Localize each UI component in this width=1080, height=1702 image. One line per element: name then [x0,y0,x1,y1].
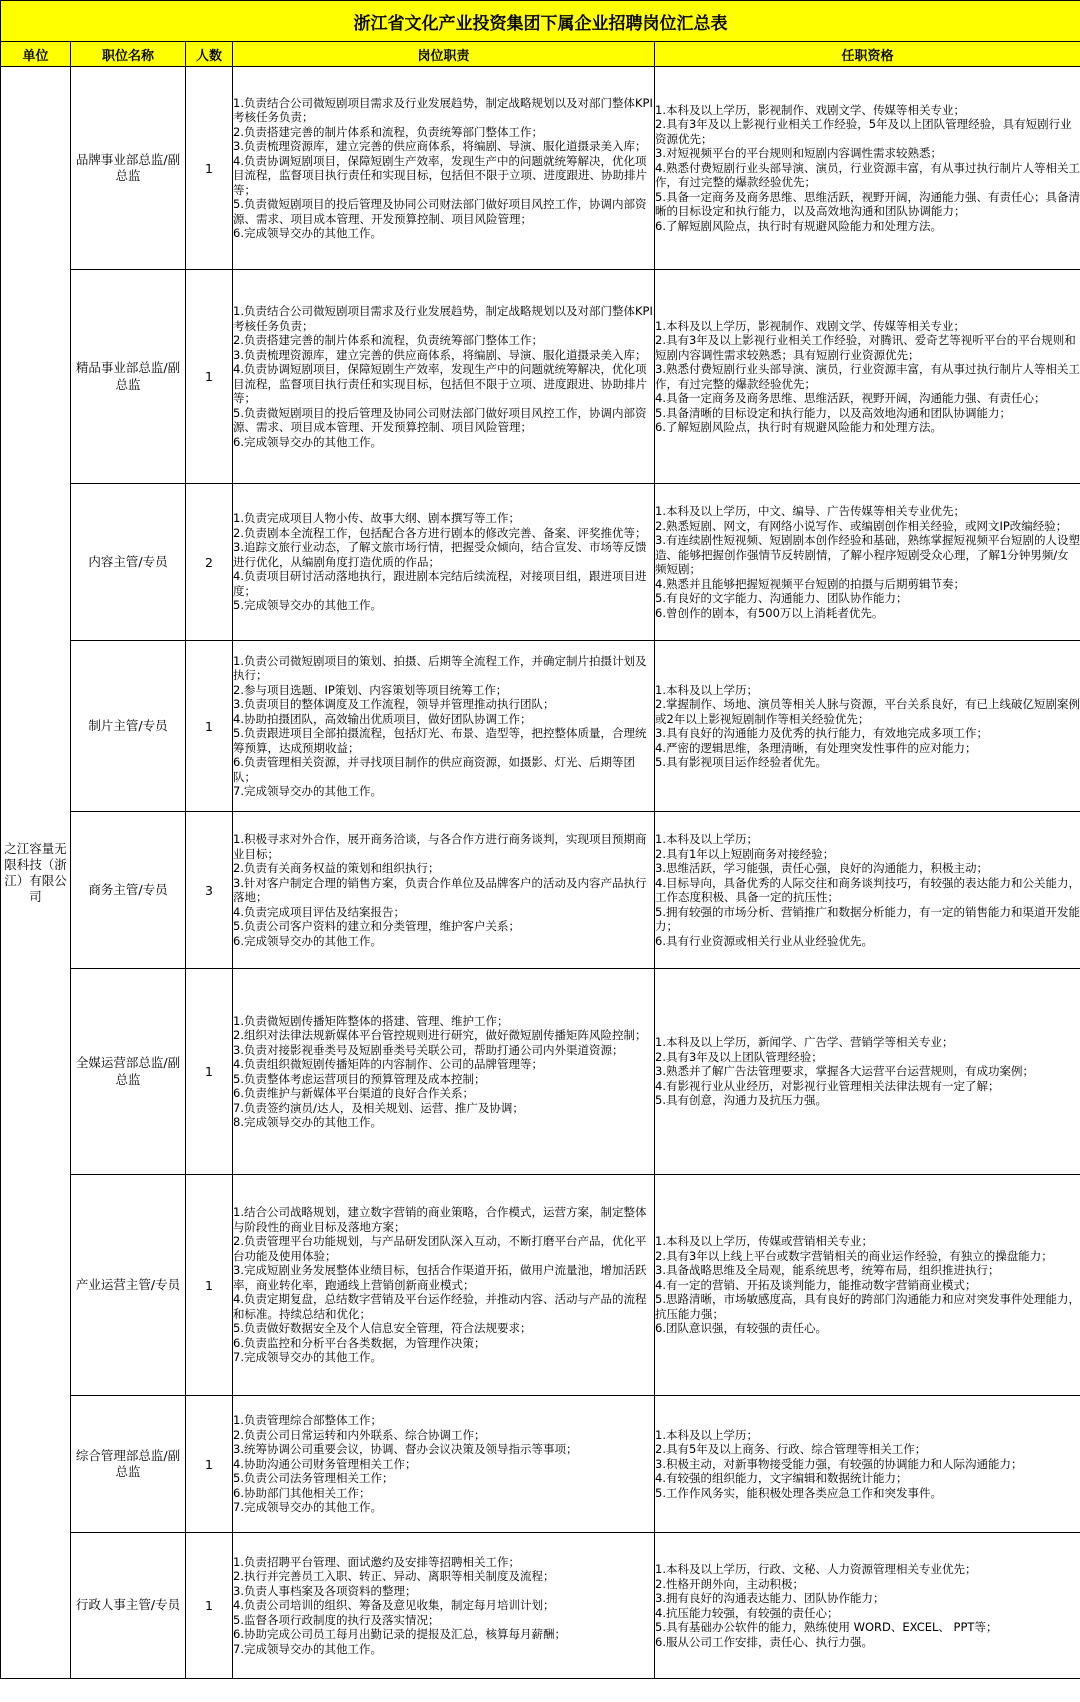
header-qualifications: 任职资格 [655,42,1080,67]
headcount-cell: 1 [186,67,233,270]
qualification-item: 2.具有3年及以上影视行业相关工作经验，5年及以上团队管理经验，具有短剧行业资源优先； [655,117,1072,146]
qualification-item: 4.有较强的组织能力，文字编辑和数据统计能力； [655,1471,908,1486]
table-row [1,1175,1080,1396]
duty-item: 1.负责结合公司微短剧项目需求及行业发展趋势，制定战略规划以及对部门整体KPI考核任务负责； [233,304,653,333]
qualification-item: 5.拥有较强的市场分析、营销推广和数据分析能力，有一定的销售能力和渠道开发能力； [655,904,1080,933]
header-row [1,42,1080,67]
duties-cell [233,67,655,270]
duty-item: 5.负责公司客户资料的建立和分类管理，维护客户关系； [233,919,520,933]
duty-item: 7.完成领导交办的其他工作。 [233,784,382,798]
qualification-item: 5.具有影视项目运作经验者优先。 [655,755,827,769]
qualifications-cell [655,641,1080,812]
position-cell: 制片主管/专员 [71,641,186,812]
headcount-cell: 1 [186,1533,233,1679]
qualification-item: 2.掌握制作、场地、演员等相关人脉与资源，平台关系良好，有已上线破亿短剧案例或2年以上影视短剧制作等相关经验优先； [655,697,1080,726]
duty-item: 5.监督各项行政制度的执行及落实情况； [233,1612,440,1627]
table-title: 浙江省文化产业投资集团下属企业招聘岗位汇总表 [1,1,1080,42]
qualification-item: 2.具有1年以上短剧商务对接经验； [655,846,835,861]
qualification-item: 2.具有3年以上线上平台或数字营销相关的商业运作经验，有独立的操盘能力； [655,1248,1053,1263]
duty-item: 4.协助拍摄团队，高效输出优质项目，做好团队协调工作； [233,711,532,726]
duties-cell [233,641,655,812]
headcount-cell: 1 [186,1396,233,1533]
duty-item: 2.执行并完善员工入职、转正、异动、离职等相关制度及流程； [233,1569,555,1584]
headcount-cell: 3 [186,812,233,969]
table-row [1,812,1080,969]
duty-item: 6.完成领导交办的其他工作。 [233,226,382,240]
duty-item: 7.完成领导交办的其他工作。 [233,1641,382,1656]
header-duties: 岗位职责 [233,42,655,67]
qualification-item: 6.了解短剧风险点，执行时有规避风险能力和处理方法。 [655,218,942,233]
qualification-item: 3.思维活跃，学习能强，责任心强，良好的沟通能力，积极主动； [655,861,988,875]
table-row [1,67,1080,270]
duty-item: 5.负责整体考虑运营项目的预算管理及成本控制； [233,1071,486,1086]
position-cell: 商务主管/专员 [71,812,186,969]
duties-cell [233,969,655,1175]
qualification-item: 3.熟悉并了解广告法管理要求，掌握各大运营平台运营规则，有成功案例； [655,1064,1034,1079]
qualification-item: 3.拥有良好的沟通表达能力、团队协作能力； [655,1591,885,1605]
table-row [1,641,1080,812]
qualification-item: 2.具有3年及以上影视行业相关工作经验，对腾讯、爱奇艺等视听平台的平台规则和短剧内容调性需求较熟悉；具有短剧行业资源优先； [655,333,1076,362]
qualification-item: 4.抗压能力较强，有较强的责任心； [655,1605,839,1620]
qualification-item: 6.服从公司工作安排，责任心、执行力强。 [655,1634,873,1649]
header-position: 职位名称 [71,42,186,67]
duty-item: 4.负责定期复盘，总结数字营销及平台运作经验，并推动内容、活动与产品的流程和标准。持续总结和优化； [233,1292,647,1321]
table-row [1,1396,1080,1533]
duties-cell [233,270,655,484]
duty-item: 2.负责搭建完善的制片体系和流程，负责统筹部门整体工作； [233,124,543,139]
qualification-item: 3.具有良好的沟通能力及优秀的执行能力，有效地完成多项工作； [655,726,988,740]
duty-item: 1.负责结合公司微短剧项目需求及行业发展趋势，制定战略规划以及对部门整体KPI考核任务负责； [233,95,653,124]
qualification-item: 3.有连续剧性短视频、短剧剧本创作经验和基础，熟练掌握短视频平台短剧的人设塑造、能够把握创作强情节反转剧情，了解小程序短剧受众心理，了解1分钟男频/女频短剧； [655,533,1080,576]
duty-item: 6.完成领导交办的其他工作。 [233,434,382,449]
duty-item: 3.负责对接影视垂类号及短剧垂类号关联公司，帮助打通公司内外渠道资源； [233,1042,624,1057]
duties-cell [233,484,655,641]
qualifications-cell [655,1175,1080,1396]
duty-item: 7.负责签约演员/达人，及相关规划、运营、推广及协调； [233,1100,524,1115]
duty-item: 5.负责公司法务管理相关工作； [233,1471,394,1486]
duty-item: 3.针对客户制定合理的销售方案，负责合作单位及品牌客户的活动及内容产品执行落地； [233,875,647,904]
qualification-item: 1.本科及以上学历，行政、文秘、人力资源管理相关专业优先； [655,1562,977,1576]
qualification-item: 4.具备一定商务及商务思维、思维活跃，视野开阔，沟通能力强、有责任心； [655,391,1046,405]
duty-item: 6.协助部门其他相关工作； [233,1485,371,1500]
duty-item: 1.负责招聘平台管理、面试邀约及安排等招聘相关工作； [233,1554,520,1569]
qualifications-cell [655,67,1080,270]
duty-item: 1.负责公司微短剧项目的策划、拍摄、后期等全流程工作，并确定制片拍摄计划及执行； [233,653,647,682]
qualification-item: 2.具有3年及以上团队管理经验； [655,1049,823,1064]
qualification-item: 4.严密的逻辑思维，条理清晰，有处理突发性事件的应对能力； [655,740,977,755]
qualifications-cell [655,1533,1080,1679]
duty-item: 2.负责管理平台功能规划，与产品研发团队深入互动，不断打磨平台产品，优化平台功能及使用体验； [233,1234,647,1263]
qualification-item: 1.本科及以上学历，新闻学、广告学、营销学等相关专业； [655,1035,954,1050]
duty-item: 3.统筹协调公司重要会议，协调、督办会议决策及领导指示等事项； [233,1442,578,1457]
duty-item: 6.完成领导交办的其他工作。 [233,933,382,948]
duty-item: 7.完成领导交办的其他工作。 [233,1350,382,1365]
position-cell: 综合管理部总监/副总监 [71,1396,186,1533]
company-cell: 之江容量无限科技（浙江）有限公司 [1,67,71,1679]
duty-item: 3.负责人事档案及各项资料的整理； [233,1583,417,1598]
duty-item: 5.负责微短剧项目的投后管理及协同公司财法部门做好项目风控工作，协调内部资源、需求、项目成本管理、开发预算控制、项目风险管理； [233,197,647,226]
table-row [1,270,1080,484]
table-row [1,484,1080,641]
headcount-cell: 1 [186,969,233,1175]
headcount-cell: 2 [186,484,233,641]
duty-item: 8.完成领导交办的其他工作。 [233,1115,382,1129]
duty-item: 4.负责协调短剧项目，保障短剧生产效率，发现生产中的问题就统筹解决，优化项目流程，监督项目执行责任和实现目标，包括但不限于立项、进度跟进、协助排片等； [233,153,647,197]
qualification-item: 6.了解短剧风险点，执行时有规避风险能力和处理方法。 [655,420,942,434]
duties-cell [233,1396,655,1533]
duty-item: 2.负责剧本全流程工作，包括配合各方进行剧本的修改完善、备案、评奖推优等； [233,525,647,540]
duty-item: 2.负责有关商务权益的策划和组织执行； [233,861,440,875]
qualification-item: 1.本科及以上学历，传媒或营销相关专业； [655,1234,873,1249]
duty-item: 4.负责项目研讨活动落地执行，跟进剧本完结后续流程，对接项目组，跟进项目进度； [233,569,647,598]
qualification-item: 3.对短视频平台的平台规则和短剧内容调性需求较熟悉； [655,146,942,161]
qualification-item: 5.具备清晰的目标设定和执行能力，以及高效地沟通和团队协调能力； [655,405,1011,420]
headcount-cell: 1 [186,270,233,484]
qualification-item: 1.本科及以上学历，影视制作、戏剧文学、传媒等相关专业； [655,318,965,333]
duty-item: 3.负责梳理资源库，建立完善的供应商体系，将编剧、导演、服化道摄录美入库； [233,139,647,153]
duty-item: 6.负责监控和分析平台各类数据，为管理作决策； [233,1335,486,1350]
duty-item: 5.负责做好数据安全及个人信息安全管理，符合法规要求； [233,1321,532,1336]
duty-item: 2.组织对法律法规新媒体平台管控规则进行研究，做好微短剧传播矩阵风险控制； [233,1028,647,1042]
position-cell: 精品事业部总监/副总监 [71,270,186,484]
qualification-item: 1.本科及以上学历，中文、编导、广告传媒等相关专业优先； [655,504,965,518]
qualification-item: 2.熟悉短剧、网文，有网络小说写作、或编剧创作相关经验，或网文IP改编经验； [655,518,1068,533]
qualification-item: 6.具有行业资源或相关行业从业经验优先。 [655,933,873,948]
qualification-item: 6.团队意识强，有较强的责任心。 [655,1321,827,1336]
qualification-item: 1.本科及以上学历，影视制作、戏剧文学、传媒等相关专业； [655,102,965,117]
duty-item: 1.负责管理综合部整体工作； [233,1413,382,1428]
qualifications-cell [655,270,1080,484]
position-cell: 产业运营主管/专员 [71,1175,186,1396]
qualification-item: 3.熟悉付费短剧行业头部导演、演员，行业资源丰富，有从事过执行制片人等相关工作，有过完整的爆款经验优先； [655,362,1080,391]
duty-item: 1.结合公司战略规划，建立数字营销的商业策略，合作模式，运营方案，制定整体与阶段性的商业目标及落地方案； [233,1205,647,1234]
duty-item: 2.参与项目选题、IP策划、内容策划等项目统筹工作； [233,682,508,697]
qualifications-cell [655,969,1080,1175]
qualification-item: 1.本科及以上学历； [655,832,758,846]
position-cell: 品牌事业部总监/副总监 [71,67,186,270]
qualification-item: 5.有良好的文字能力、沟通能力、团队协作能力； [655,591,908,605]
duty-item: 1.积极寻求对外合作，展开商务洽谈，与各合作方进行商务谈判，实现项目预期商业目标； [233,832,647,861]
duty-item: 6.协助完成公司员工每月出勤记录的提报及汇总，核算每月薪酬； [233,1627,566,1642]
position-cell: 行政人事主管/专员 [71,1533,186,1679]
position-cell: 全媒运营部总监/副总监 [71,969,186,1175]
qualification-item: 4.熟悉付费短剧行业头部导演、演员，行业资源丰富，有从事过执行制片人等相关工作，有过完整的爆款经验优先； [655,160,1080,190]
duties-cell [233,1175,655,1396]
qualification-item: 5.具备一定商务及商务思维、思维活跃，视野开阔，沟通能力强、有责任心；具备清晰的目标设定和执行能力，以及高效地沟通和团队协调能力； [655,189,1080,219]
header-unit: 单位 [1,42,71,67]
duty-item: 3.负责项目的整体调度及工作流程，领导并管理推动执行团队； [233,697,555,711]
qualification-item: 2.性格开朗外向，主动积极； [655,1576,804,1591]
qualification-item: 5.具有基础办公软件的能力，熟练使用 WORD、EXCEL、 PPT等； [655,1620,998,1634]
duty-item: 2.负责搭建完善的制片体系和流程，负责统筹部门整体工作； [233,333,543,347]
duty-item: 1.负责微短剧传播矩阵整体的搭建、管理、维护工作； [233,1013,509,1028]
duty-item: 6.负责维护与新媒体平台渠道的良好合作关系； [233,1086,474,1100]
duty-item: 6.负责管理相关资源，并寻找项目制作的供应商资源，如摄影、灯光、后期等团队； [233,755,635,784]
duties-cell [233,1533,655,1679]
headcount-cell: 1 [186,1175,233,1396]
position-cell: 内容主管/专员 [71,484,186,641]
qualifications-cell [655,1396,1080,1533]
duty-item: 4.负责完成项目评估及结案报告； [233,904,405,919]
qualification-item: 3.积极主动，对新事物接受能力强，有较强的协调能力和人际沟通能力； [655,1456,1023,1471]
headcount-cell: 1 [186,641,233,812]
qualification-item: 5.具有创意，沟通力及抗压力强。 [655,1093,827,1108]
duties-cell [233,812,655,969]
qualification-item: 4.熟悉并且能够把握短视频平台短剧的拍摄与后期剪辑节奏； [655,576,965,591]
duty-item: 4.负责组织微短剧传播矩阵的内容制作、公司的品牌管理等； [233,1057,543,1071]
qualifications-cell [655,812,1080,969]
duty-item: 3.追踪文旅行业动态，了解文旅市场行情，把握受众倾向，结合宣发、市场等反馈进行优化，从编剧角度打造优质的作品； [233,540,647,569]
table-body [1,67,1080,1679]
duty-item: 4.负责公司培训的组织、筹备及意见收集，制定每月培训计划； [233,1598,555,1613]
table-row [1,969,1080,1175]
qualification-item: 3.具备战略思维及全局观，能系统思考，统筹布局，组织推进执行； [655,1263,1000,1278]
table-row [1,1533,1080,1679]
qualifications-cell [655,484,1080,641]
duty-item: 5.负责跟进项目全部拍摄流程，包括灯光、布景、造型等，把控整体质量，合理统筹预算，达成预期收益； [233,726,647,755]
qualification-item: 1.本科及以上学历； [655,682,758,697]
duty-item: 1.负责完成项目人物小传、故事大纲、剧本撰写等工作； [233,511,520,526]
qualification-item: 5.思路清晰，市场敏感度高，具有良好的跨部门沟通能力和应对突发事件处理能力，抗压能力强； [655,1292,1080,1321]
duty-item: 4.协助沟通公司财务管理相关工作； [233,1456,417,1471]
qualification-item: 4.目标导向，具备优秀的人际交往和商务谈判技巧，有较强的表达能力和公关能力，工作态度积极、具备一定的抗压性； [655,875,1080,904]
duty-item: 2.负责公司日常运转和内外联系、综合协调工作； [233,1427,486,1442]
qualification-item: 6.曾创作的剧本，有500万以上消耗者优先。 [655,605,884,620]
header-count: 人数 [186,42,233,67]
qualification-item: 2.具有5年及以上商务、行政、综合管理等相关工作； [655,1442,927,1457]
duty-item: 5.负责微短剧项目的投后管理及协同公司财法部门做好项目风控工作，协调内部资源、需求、项目成本管理、开发预算控制、项目风险管理； [233,405,647,434]
qualification-item: 1.本科及以上学历； [655,1427,758,1442]
qualification-item: 4.有影视行业从业经历，对影视行业管理相关法律法规有一定了解； [655,1078,1000,1093]
qualification-item: 4.有一定的营销、开拓及谈判能力，能推动数字营销商业模式； [655,1277,977,1292]
duty-item: 7.完成领导交办的其他工作。 [233,1500,382,1515]
duty-item: 3.完成短剧业务发展整体业绩目标，包括合作渠道开拓，做用户流量池，增加活跃率，商业转化率，跑通线上营销创新商业模式； [233,1263,647,1292]
qualification-item: 5.工作作风务实，能积极处理各类应急工作和突发事件。 [655,1485,942,1500]
duty-item: 3.负责梳理资源库，建立完善的供应商体系，将编剧、导演、服化道摄录美入库； [233,347,647,362]
duty-item: 4.负责协调短剧项目，保障短剧生产效率，发现生产中的问题就统筹解决，优化项目流程，监督项目执行责任和实现目标，包括但不限于立项、进度跟进、协助排片等； [233,362,647,405]
duty-item: 5.完成领导交办的其他工作。 [233,598,382,613]
